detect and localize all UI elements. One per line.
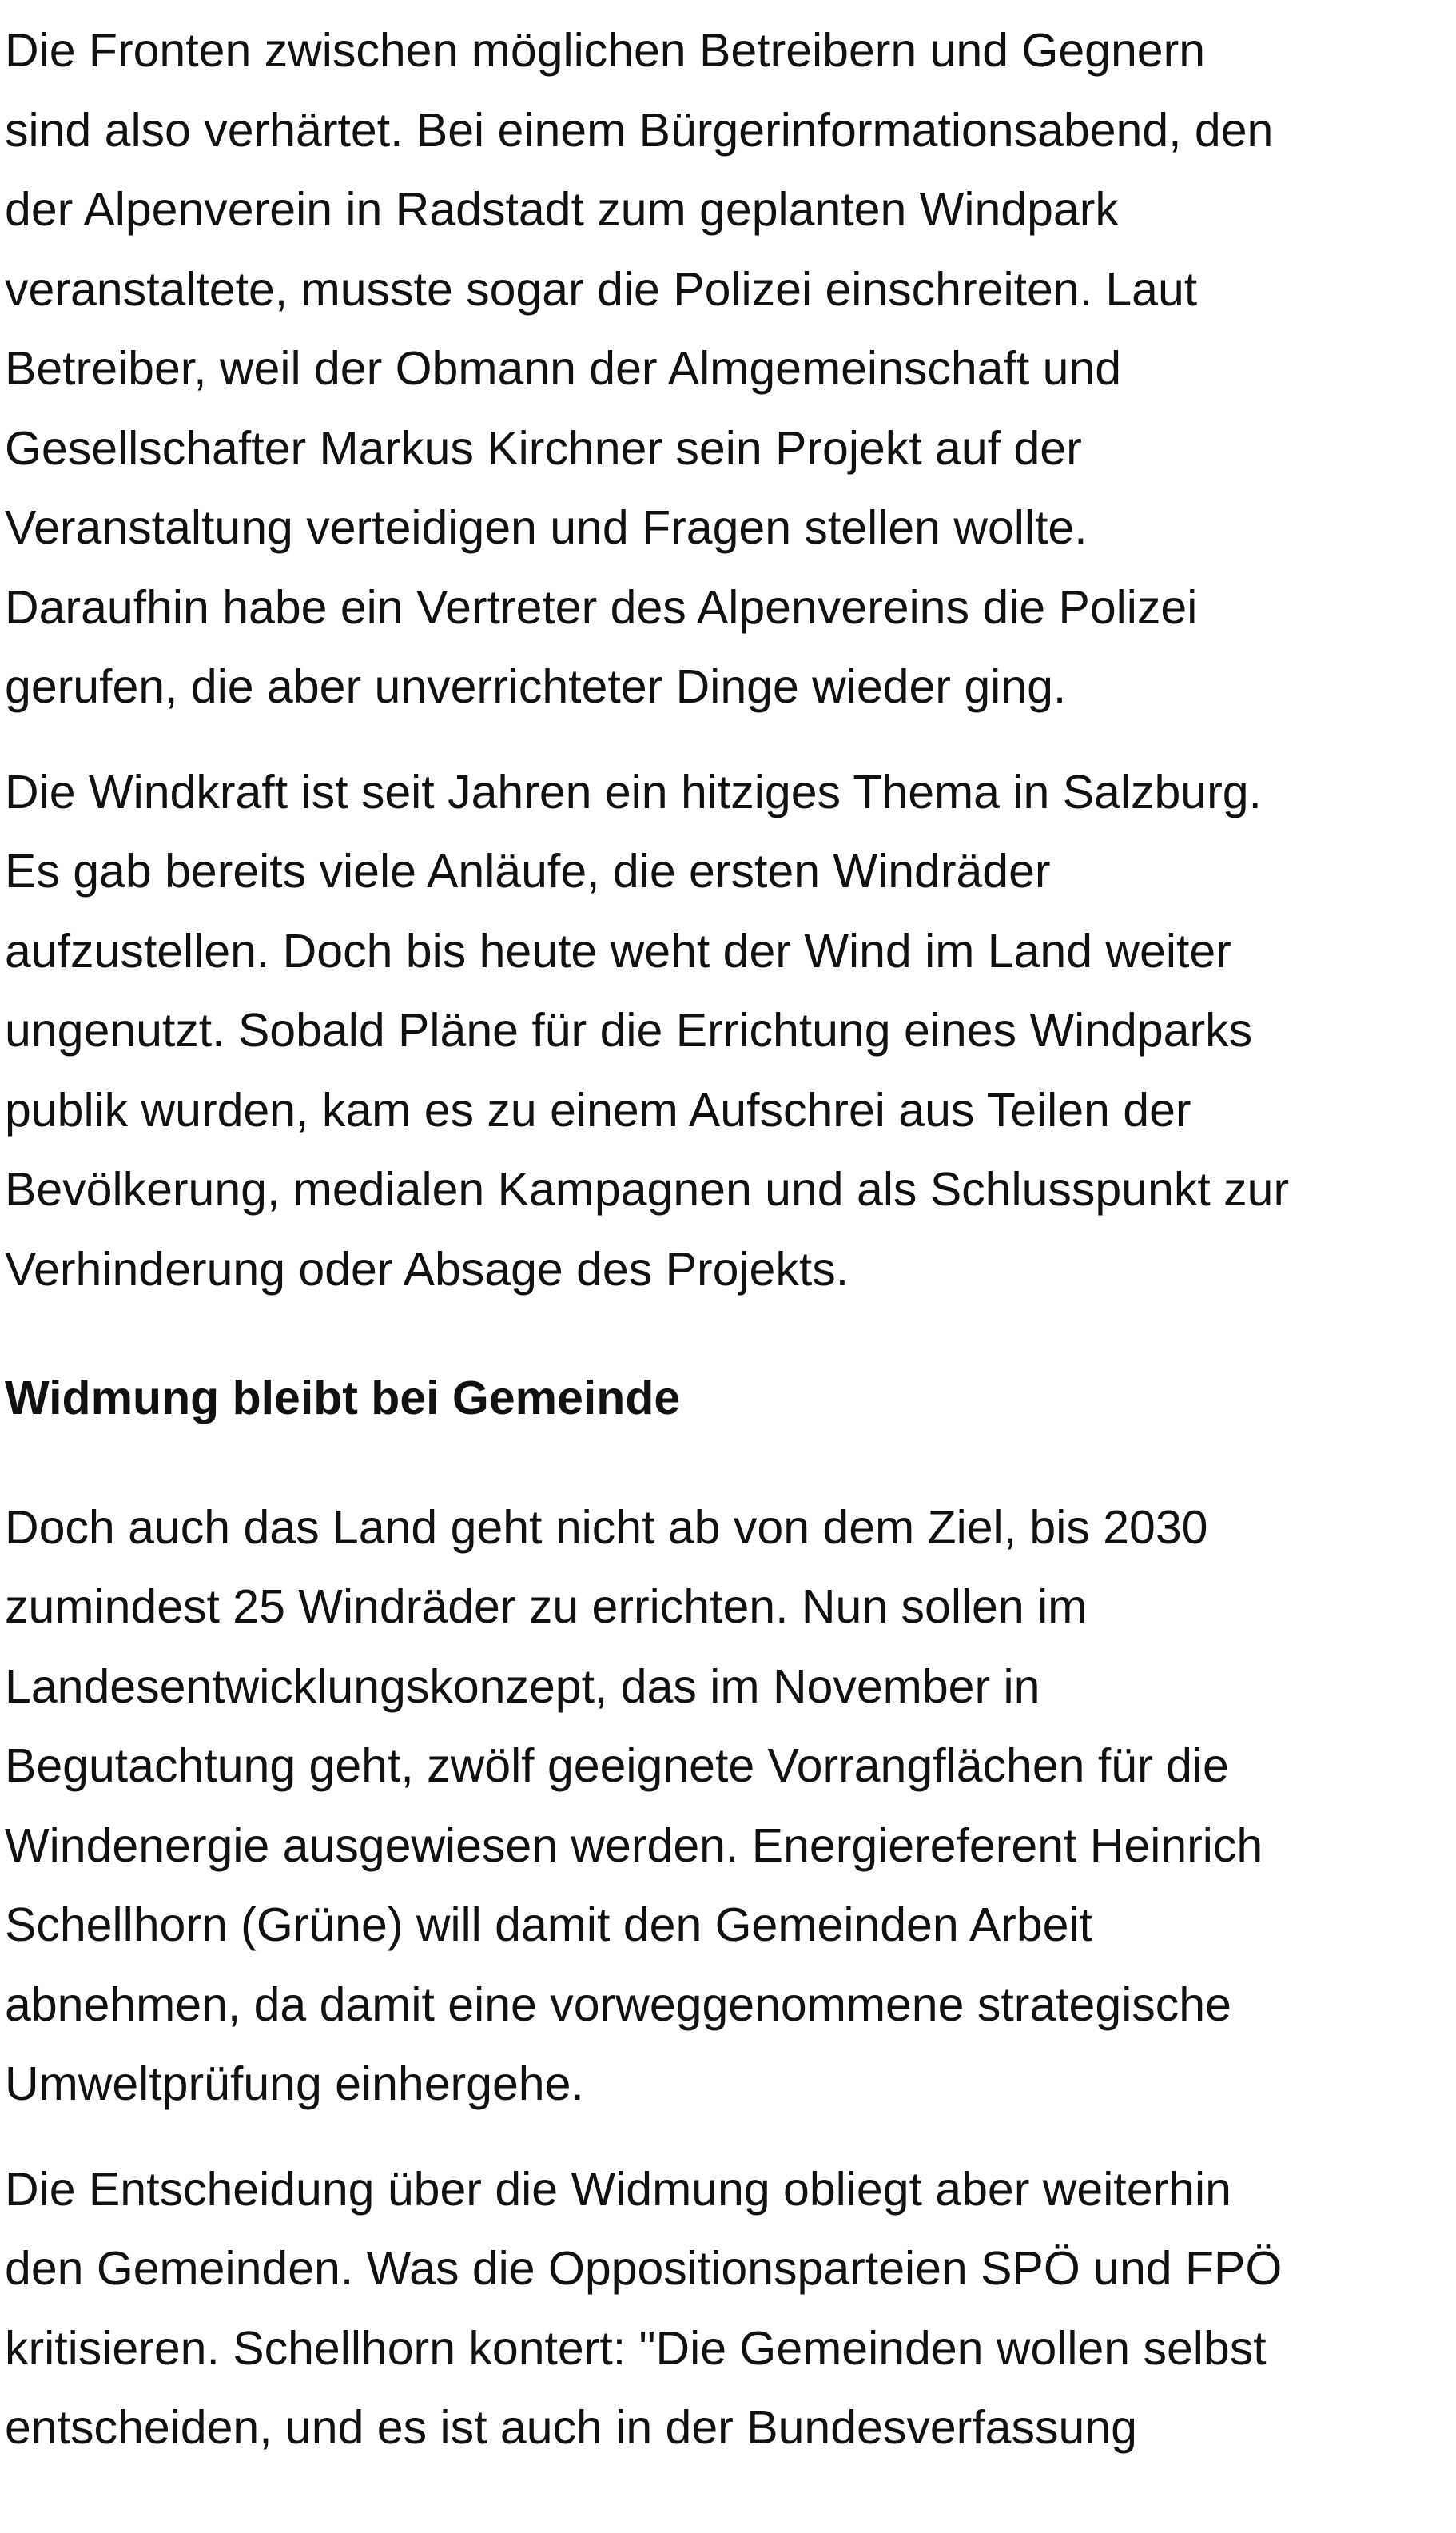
text-line: den Gemeinden. Was die Oppositionsparteien SPÖ und FPÖ	[5, 2242, 1283, 2295]
text-line: Gesellschafter Markus Kirchner sein Projekt auf der	[5, 421, 1082, 475]
text-line: abnehmen, da damit eine vorweggenommene strategische	[5, 1977, 1231, 2031]
text-line: gerufen, die aber unverrichteter Dinge wieder ging.	[5, 660, 1067, 713]
text-line: Windenergie ausgewiesen werden. Energiereferent Heinrich	[5, 1818, 1263, 1872]
text-line: Verhinderung oder Absage des Projekts.	[5, 1242, 849, 1296]
text-line: aufzustellen. Doch bis heute weht der Wind im Land weiter	[5, 924, 1231, 978]
text-line: Begutachtung geht, zwölf geeignete Vorrangflächen für die	[5, 1739, 1229, 1792]
text-line: zumindest 25 Windräder zu errichten. Nun sollen im	[5, 1580, 1088, 1633]
article-paragraph-2	[5, 753, 1435, 1310]
article-paragraph-4	[5, 2150, 1435, 2468]
text-line: der Alpenverein in Radstadt zum geplanten Windpark	[5, 183, 1119, 236]
section-heading: Widmung bleibt bei Gemeinde	[5, 1372, 681, 1424]
text-line: Es gab bereits viele Anläufe, die ersten Windräder	[5, 845, 1051, 898]
text-line: Doch auch das Land geht nicht ab von dem Ziel, bis 2030	[5, 1500, 1208, 1554]
article-paragraph-1	[5, 11, 1435, 727]
text-line: Bevölkerung, medialen Kampagnen und als Schlusspunkt zur	[5, 1163, 1290, 1216]
text-line: Die Entscheidung über die Widmung obliegt aber weiterhin	[5, 2162, 1231, 2216]
text-line: Veranstaltung verteidigen und Fragen stellen wollte.	[5, 501, 1088, 554]
text-line: kritisieren. Schellhorn kontert: "Die Gemeinden wollen selbst	[5, 2321, 1267, 2375]
text-line: Umweltprüfung einhergehe.	[5, 2057, 584, 2110]
text-line: ungenutzt. Sobald Pläne für die Errichtung eines Windparks	[5, 1004, 1253, 1057]
text-line: Landesentwicklungskonzept, das im November in	[5, 1659, 1040, 1713]
text-line: Die Fronten zwischen möglichen Betreibern und Gegnern	[5, 24, 1206, 77]
text-line: Betreiber, weil der Obmann der Almgemeinschaft und	[5, 342, 1122, 395]
article-body	[5, 11, 1435, 2468]
text-line: Daraufhin habe ein Vertreter des Alpenvereins die Polizei	[5, 580, 1198, 634]
text-line: publik wurden, kam es zu einem Aufschrei aus Teilen der	[5, 1083, 1191, 1137]
text-line: entscheiden, und es ist auch in der Bundesverfassung	[5, 2401, 1137, 2454]
text-line: Die Windkraft ist seit Jahren ein hitziges Thema in Salzburg.	[5, 765, 1262, 818]
text-line: sind also verhärtet. Bei einem Bürgerinformationsabend, den	[5, 103, 1274, 157]
text-line: Schellhorn (Grüne) will damit den Gemeinden Arbeit	[5, 1898, 1092, 1951]
text-line: veranstaltete, musste sogar die Polizei einschreiten. Laut	[5, 262, 1198, 316]
article-paragraph-3	[5, 1488, 1435, 2125]
